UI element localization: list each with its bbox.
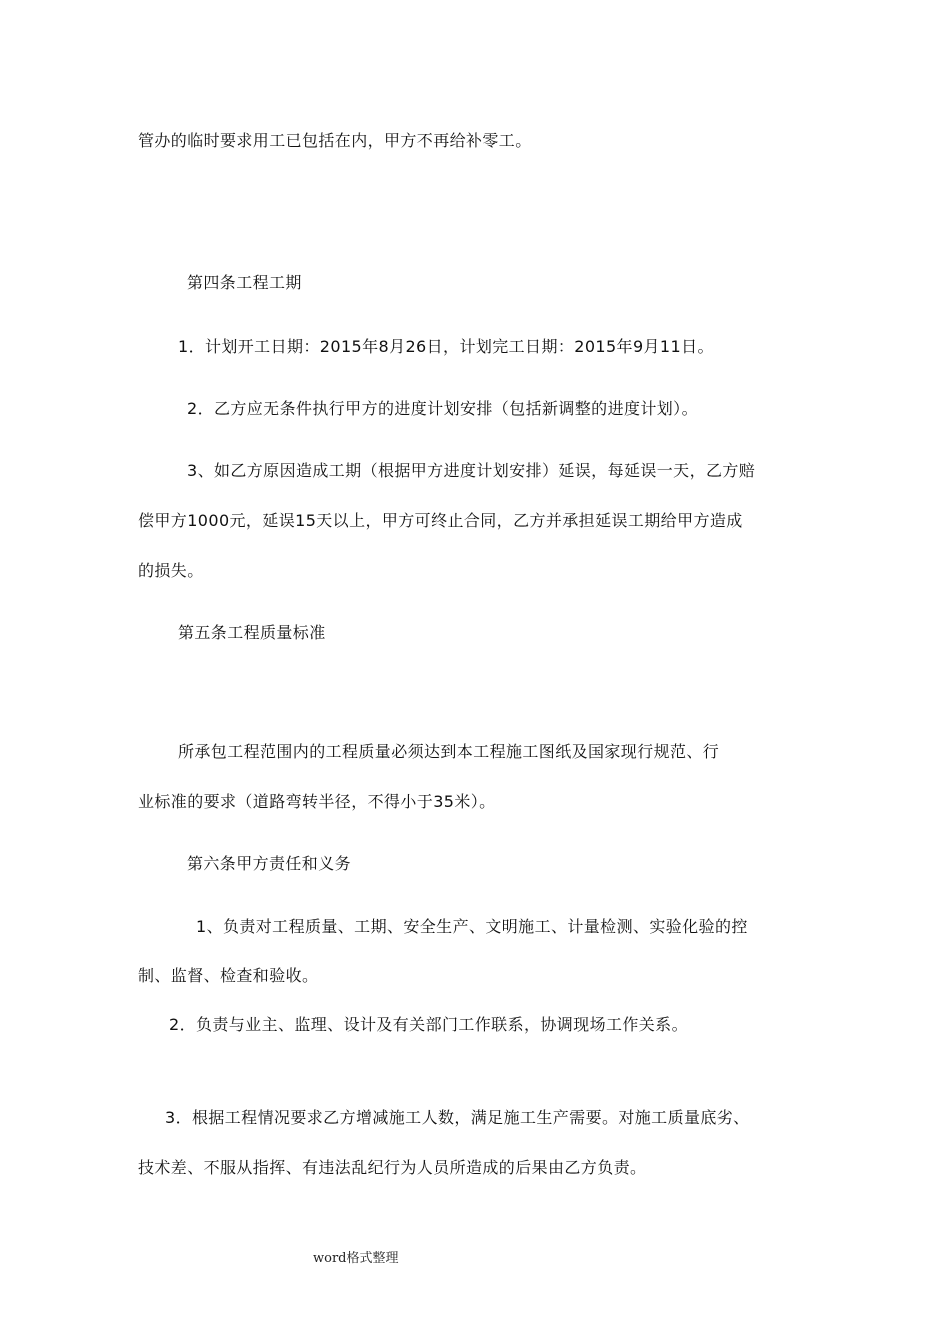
paragraph-line: 3．根据工程情况要求乙方增减施工人数，满足施工生产需要。对施工质量底劣、 [165, 1108, 750, 1127]
section-heading: 第六条甲方责任和义务 [187, 854, 352, 873]
page-footer: word格式整理 [313, 1251, 399, 1266]
paragraph-line: 业标准的要求（道路弯转半径，不得小于35米）。 [138, 792, 496, 811]
paragraph-line: 1．计划开工日期：2015年8月26日，计划完工日期：2015年9月11日。 [178, 337, 714, 356]
paragraph-line: 1、负责对工程质量、工期、安全生产、文明施工、计量检测、实验化验的控 [196, 917, 748, 936]
paragraph-line: 制、监督、检查和验收。 [138, 966, 319, 985]
paragraph-line: 的损失。 [138, 561, 204, 580]
paragraph-line: 3、如乙方原因造成工期（根据甲方进度计划安排）延误，每延误一天，乙方赔 [187, 461, 756, 480]
paragraph-line: 技术差、不服从指挥、有违法乱纪行为人员所造成的后果由乙方负责。 [138, 1158, 647, 1177]
paragraph-line: 偿甲方1000元，延误15天以上，甲方可终止合同，乙方并承担延误工期给甲方造成 [138, 511, 743, 530]
paragraph-line: 2．负责与业主、监理、设计及有关部门工作联系，协调现场工作关系。 [169, 1015, 688, 1034]
section-heading: 第四条工程工期 [187, 273, 302, 292]
paragraph-line: 所承包工程范围内的工程质量必须达到本工程施工图纸及国家现行规范、行 [178, 742, 720, 761]
paragraph-line: 2．乙方应无条件执行甲方的进度计划安排（包括新调整的进度计划）。 [187, 399, 698, 418]
section-heading: 第五条工程质量标准 [178, 623, 326, 642]
paragraph-line: 管办的临时要求用工已包括在内，甲方不再给补零工。 [138, 131, 532, 150]
